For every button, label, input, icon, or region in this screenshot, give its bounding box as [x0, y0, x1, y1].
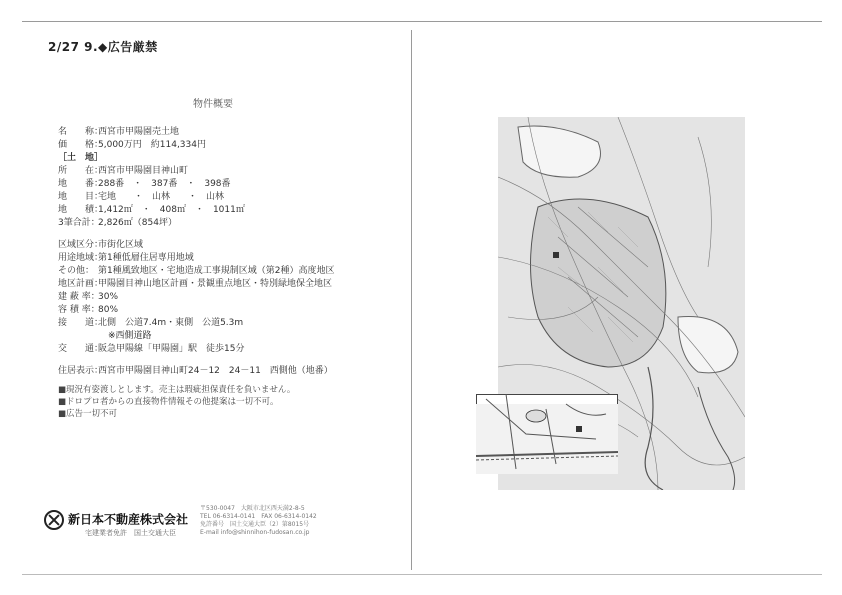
contact-line: 免許番号 国土交通大臣（2）第8015号	[200, 521, 310, 528]
bottom-rule	[22, 574, 822, 575]
field-row	[58, 178, 408, 191]
field-value: 30%	[98, 292, 119, 302]
field-row	[58, 278, 408, 291]
field-label: 所 在：	[58, 166, 104, 176]
field-value: 第1種風致地区・宅地造成工事規制区域（第2種）高度地区	[98, 266, 335, 276]
field-value: 西宮市甲陽園目神山町24－12 24－11 西側他（地番）	[98, 366, 333, 376]
field-value: 阪急甲陽線「甲陽園」駅 徒歩15分	[98, 344, 245, 354]
contact-line: TEL 06-6314-0141 FAX 06-6314-0142	[200, 513, 317, 520]
field-gap	[58, 356, 408, 365]
field-row	[58, 291, 408, 304]
field-row	[58, 204, 408, 217]
notes	[58, 384, 408, 420]
field-row	[58, 139, 408, 152]
field-row	[58, 304, 408, 317]
field-label: 交 通：	[58, 344, 104, 354]
property-fields	[58, 126, 408, 420]
field-label: 住居表示：	[58, 366, 104, 376]
field-row	[58, 126, 408, 139]
field-label: 接 道：	[58, 318, 104, 328]
contact-line: E-mail info@shinnihon-fudosan.co.jp	[200, 529, 310, 536]
contact-line: 〒530-0047 大阪市北区西天満2-8-5	[200, 505, 305, 512]
field-row: ※西側道路	[108, 331, 152, 341]
field-label: 地 番：	[58, 179, 104, 189]
field-row	[58, 252, 408, 265]
field-value: 西宮市甲陽園目神山町	[98, 166, 189, 176]
field-row	[58, 217, 408, 230]
field-label: 地 積：	[58, 205, 104, 215]
field-value: 第1種低層住居専用地域	[98, 253, 194, 263]
company-logo-icon	[44, 510, 64, 530]
field-label: 建 蔽 率：	[58, 292, 100, 302]
field-value: 288番 ・ 387番 ・ 398番	[98, 179, 231, 189]
field-row	[58, 265, 408, 278]
field-row	[58, 239, 408, 252]
field-value: 5,000万円 約114,334円	[98, 140, 206, 150]
field-label: 地区計画：	[58, 279, 104, 289]
field-value: 1,412㎡ ・ 408㎡ ・ 1011㎡	[98, 205, 245, 215]
field-value: 西宮市甲陽園売土地	[98, 127, 180, 137]
field-label: 名 称：	[58, 127, 104, 137]
document-title: 物件概要	[193, 99, 233, 110]
field-row	[58, 165, 408, 178]
field-row	[58, 317, 408, 330]
field-value: 甲陽園目神山地区計画・景観重点地区・特別緑地保全地区	[98, 279, 333, 289]
note-line: ■広告一切不可	[58, 409, 118, 419]
note-line: ■ドロプロ者からの直接物件情報その他提案は一切不可。	[58, 397, 279, 407]
contact-info	[200, 505, 400, 537]
field-row	[58, 343, 408, 356]
field-label: 地 目：	[58, 192, 104, 202]
field-gap	[58, 230, 408, 239]
field-value: 2,826㎡（854坪）	[98, 218, 177, 228]
field-label: 3筆合計：	[58, 218, 100, 228]
field-value: 北側 公道7.4m・東側 公道5.3m	[98, 318, 244, 328]
route-inset-map	[476, 394, 618, 474]
company-license: 宅建業者免許 国土交通大臣	[85, 529, 176, 537]
note-line: ■現況有姿渡しとします。売主は瑕疵担保責任を負いません。	[58, 385, 296, 395]
field-label: 区域区分：	[58, 240, 104, 250]
field-label: 用途地域：	[58, 253, 104, 263]
section-heading: ［土 地］	[58, 153, 104, 163]
property-marker	[553, 252, 559, 258]
top-rule	[22, 21, 822, 22]
field-value: 80%	[98, 305, 119, 315]
fax-header: 2/27 9.◆広告厳禁	[48, 40, 158, 54]
page-divider	[411, 30, 412, 570]
company-name: 新日本不動産株式会社	[68, 512, 189, 527]
field-rows	[58, 126, 408, 378]
field-label: 容 積 率：	[58, 305, 100, 315]
field-row	[58, 365, 408, 378]
field-value: 市街化区域	[98, 240, 144, 250]
field-value: 宅地 ・ 山林 ・ 山林	[98, 192, 225, 202]
field-label: 価 格：	[58, 140, 104, 150]
field-label: その他：	[58, 266, 95, 276]
company-block	[44, 510, 188, 530]
field-row	[58, 191, 408, 204]
